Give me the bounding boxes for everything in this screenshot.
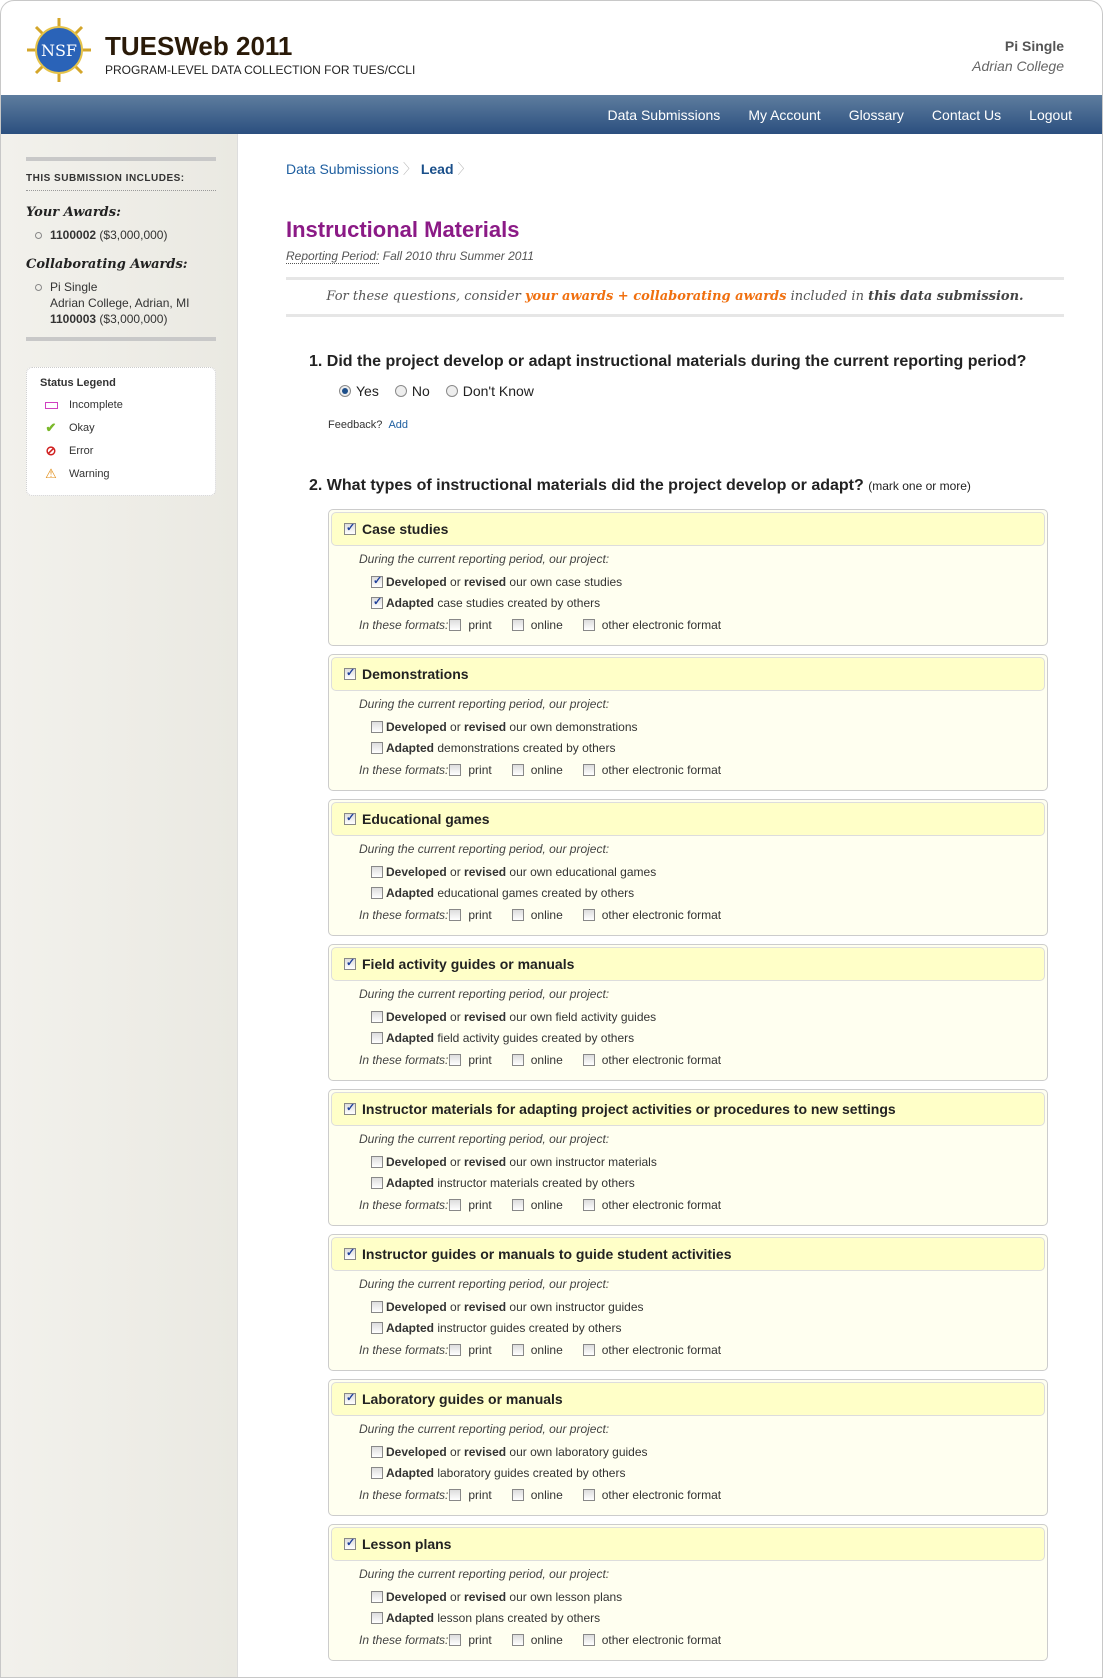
legend-item [40, 416, 202, 439]
feedback-label: Feedback? [328, 419, 383, 431]
format-label: print [468, 618, 492, 632]
opt-text: Adapted [386, 1176, 434, 1190]
radio-label: Yes [356, 383, 379, 399]
formats-row [359, 1343, 1045, 1357]
online-checkbox[interactable] [512, 1344, 524, 1356]
adapted-option[interactable] [371, 1466, 1045, 1480]
opt-text: Developed [386, 1010, 447, 1024]
radio-dont-know[interactable] [446, 383, 534, 399]
opt-text: revised [464, 575, 507, 589]
nav-my-account[interactable]: My Account [748, 106, 821, 123]
developed-checkbox[interactable] [371, 576, 383, 588]
submission-heading: THIS SUBMISSION INCLUDES: [26, 161, 216, 191]
developed-checkbox[interactable] [371, 1591, 383, 1603]
section-title: Field activity guides or manuals [362, 956, 575, 972]
format-label: online [530, 908, 563, 922]
print-checkbox[interactable] [449, 619, 461, 631]
other-format-checkbox[interactable] [583, 764, 595, 776]
opt-text: created by others [541, 886, 635, 900]
opt-noun: case studies [437, 596, 505, 610]
other-format-checkbox[interactable] [583, 1344, 595, 1356]
opt-noun: instructor materials [437, 1176, 539, 1190]
format-other[interactable] [583, 1198, 721, 1212]
opt-text: or [450, 720, 461, 734]
developed-checkbox[interactable] [371, 721, 383, 733]
adapted-option[interactable] [371, 1611, 1045, 1625]
incomplete-icon [40, 397, 62, 412]
developed-checkbox[interactable] [371, 1301, 383, 1313]
material-section [328, 1524, 1048, 1661]
format-label: other electronic format [601, 1053, 722, 1067]
radio-no[interactable] [395, 383, 430, 399]
opt-text: Adapted [386, 1321, 434, 1335]
legend-item [40, 393, 202, 416]
print-checkbox[interactable] [449, 1489, 461, 1501]
format-label: online [530, 1343, 563, 1357]
adapted-checkbox[interactable] [371, 1032, 383, 1044]
opt-text: or [450, 1010, 461, 1024]
adapted-option[interactable] [371, 1321, 1045, 1335]
adapted-option[interactable] [371, 886, 1045, 900]
during-label: During the current reporting period, our project: [359, 697, 610, 711]
section-checkbox[interactable] [344, 1248, 356, 1260]
format-online[interactable] [512, 1053, 563, 1067]
formats-label: In these formats: [359, 1198, 449, 1212]
adapted-checkbox[interactable] [371, 887, 383, 899]
adapted-checkbox[interactable] [371, 1177, 383, 1189]
formats-label: In these formats: [359, 618, 449, 632]
adapted-option[interactable] [371, 1031, 1045, 1045]
formats-label: In these formats: [359, 908, 449, 922]
format-online[interactable] [512, 1633, 563, 1647]
question-1: 1. Did the project develop or adapt instructional materials during the current reporting period? [309, 353, 1027, 370]
section-header [331, 802, 1045, 836]
format-label: print [468, 1343, 492, 1357]
section-title: Educational games [362, 811, 490, 827]
feedback [328, 419, 1064, 431]
opt-text: our own [509, 1445, 553, 1459]
format-print[interactable] [449, 763, 491, 777]
developed-option[interactable] [371, 1010, 1045, 1024]
online-checkbox[interactable] [512, 619, 524, 631]
opt-text: created by others [507, 596, 601, 610]
opt-text: Developed [386, 1590, 447, 1604]
format-label: other electronic format [601, 908, 722, 922]
format-label: print [468, 763, 492, 777]
section-checkbox[interactable] [344, 1538, 356, 1550]
section-header [331, 657, 1045, 691]
opt-text: Adapted [386, 886, 434, 900]
opt-text: Developed [386, 1155, 447, 1169]
formats-row [359, 763, 1045, 777]
format-other[interactable] [583, 908, 721, 922]
opt-text: or [450, 865, 461, 879]
section-header [331, 947, 1045, 981]
header [1, 1, 1102, 95]
format-other[interactable] [583, 763, 721, 777]
reporting-period [286, 249, 1064, 263]
user-name: Pi Single [1004, 38, 1064, 54]
during-label: During the current reporting period, our project: [359, 842, 610, 856]
developed-option[interactable] [371, 865, 1045, 879]
radio-label: Don't Know [462, 383, 534, 399]
opt-text: Adapted [386, 1466, 434, 1480]
opt-text: Adapted [386, 1031, 434, 1045]
opt-noun: field activity guides [437, 1031, 539, 1045]
online-checkbox[interactable] [512, 1489, 524, 1501]
formats-label: In these formats: [359, 1053, 449, 1067]
format-label: other electronic format [601, 1198, 722, 1212]
note-bold: this data submission. [868, 289, 1024, 304]
online-checkbox[interactable] [512, 1199, 524, 1211]
opt-text: our own [509, 720, 553, 734]
opt-noun: demonstrations [437, 741, 520, 755]
formats-row [359, 1633, 1045, 1647]
format-label: print [468, 1488, 492, 1502]
opt-text: revised [464, 865, 507, 879]
format-other[interactable] [583, 1343, 721, 1357]
breadcrumb: Data Submissions 〉 Lead 〉 [286, 161, 472, 177]
other-format-checkbox[interactable] [583, 619, 595, 631]
section-checkbox[interactable] [344, 1393, 356, 1405]
material-section [328, 509, 1048, 646]
developed-option[interactable] [371, 1590, 1045, 1604]
opt-noun: lesson plans [555, 1590, 623, 1604]
formats-row [359, 1198, 1045, 1212]
other-format-checkbox[interactable] [583, 1489, 595, 1501]
adapted-checkbox[interactable] [371, 597, 383, 609]
section-header [331, 1092, 1045, 1126]
print-checkbox[interactable] [449, 1344, 461, 1356]
format-label: print [468, 1633, 492, 1647]
developed-checkbox[interactable] [371, 1446, 383, 1458]
note-text: included in [790, 289, 864, 304]
formats-row [359, 1053, 1045, 1067]
formats-label: In these formats: [359, 1633, 449, 1647]
nav-data-submissions[interactable]: Data Submissions [607, 106, 721, 123]
formats-row [359, 1488, 1045, 1502]
opt-text: Adapted [386, 596, 434, 610]
formats-row [359, 908, 1045, 922]
material-section [328, 1379, 1048, 1516]
material-section [328, 799, 1048, 936]
opt-text: created by others [507, 1611, 601, 1625]
online-checkbox[interactable] [512, 1634, 524, 1646]
other-format-checkbox[interactable] [583, 1634, 595, 1646]
award-amount: ($3,000,000) [99, 312, 168, 326]
other-format-checkbox[interactable] [583, 1054, 595, 1066]
opt-text: or [450, 1300, 461, 1314]
question-2 [309, 477, 1064, 495]
section-checkbox[interactable] [344, 1103, 356, 1115]
opt-text: revised [464, 720, 507, 734]
format-label: online [530, 1488, 563, 1502]
legend-title: Status Legend [40, 377, 116, 389]
opt-noun: case studies [555, 575, 623, 589]
format-label: print [468, 1198, 492, 1212]
section-title: Instructor guides or manuals to guide student activities [362, 1246, 732, 1262]
section-title: Instructor materials for adapting project activities or procedures to new settings [362, 1101, 896, 1117]
format-print[interactable] [449, 1488, 491, 1502]
user-org: Adrian College [972, 58, 1064, 74]
section-checkbox[interactable] [344, 958, 356, 970]
award-id: 1100003 [50, 312, 97, 326]
collab-awards-heading: Collaborating Awards: [26, 257, 188, 272]
note-text: For these questions, consider [326, 289, 521, 304]
sidebar [1, 134, 238, 1677]
format-label: online [530, 1053, 563, 1067]
during-label: During the current reporting period, our project: [359, 1277, 610, 1291]
legend-label: Error [69, 444, 94, 457]
opt-noun: laboratory guides [555, 1445, 648, 1459]
opt-text: revised [464, 1590, 507, 1604]
developed-checkbox[interactable] [371, 1156, 383, 1168]
nsf-logo [27, 18, 91, 82]
opt-text: our own [509, 575, 553, 589]
section-checkbox[interactable] [344, 813, 356, 825]
format-label: other electronic format [601, 618, 722, 632]
legend-label: Incomplete [69, 398, 123, 411]
divider [26, 337, 216, 341]
online-checkbox[interactable] [512, 909, 524, 921]
other-format-checkbox[interactable] [583, 1199, 595, 1211]
during-label: During the current reporting period, our project: [359, 1567, 610, 1581]
section-title: Laboratory guides or manuals [362, 1391, 563, 1407]
opt-text: our own [509, 865, 553, 879]
nav-glossary[interactable]: Glossary [848, 106, 904, 123]
section-header [331, 1527, 1045, 1561]
opt-noun: instructor materials [555, 1155, 657, 1169]
during-label: During the current reporting period, our project: [359, 1132, 610, 1146]
opt-text: our own [509, 1010, 553, 1024]
opt-text: created by others [542, 1176, 635, 1190]
format-label: print [468, 1053, 492, 1067]
opt-text: revised [464, 1010, 507, 1024]
format-label: other electronic format [601, 1488, 722, 1502]
opt-text: created by others [528, 1321, 622, 1335]
period-label: Reporting Period: [286, 249, 380, 263]
format-online[interactable] [512, 618, 563, 632]
status-legend [26, 367, 216, 496]
site-subtitle: PROGRAM-LEVEL DATA COLLECTION FOR TUES/CCLI [105, 63, 416, 77]
format-online[interactable] [512, 1488, 563, 1502]
opt-text: revised [464, 1155, 507, 1169]
section-checkbox[interactable] [344, 668, 356, 680]
section-title: Lesson plans [362, 1536, 452, 1552]
formats-label: In these formats: [359, 763, 449, 777]
adapted-option[interactable] [371, 1176, 1045, 1190]
developed-option[interactable] [371, 1155, 1045, 1169]
q1-radio-group [339, 383, 1064, 399]
check-icon: ✔ [45, 419, 57, 435]
radio-button[interactable] [339, 385, 351, 397]
opt-noun: educational games [437, 886, 539, 900]
during-label: During the current reporting period, our project: [359, 552, 610, 566]
opt-noun: instructor guides [437, 1321, 526, 1335]
adapted-checkbox[interactable] [371, 742, 383, 754]
site-title: TUESWeb 2011 [105, 31, 293, 61]
opt-text: our own [509, 1300, 553, 1314]
opt-text: created by others [541, 1031, 635, 1045]
developed-checkbox[interactable] [371, 866, 383, 878]
formats-row [359, 618, 1045, 632]
breadcrumb-lead[interactable]: Lead [420, 161, 454, 177]
other-format-checkbox[interactable] [583, 909, 595, 921]
opt-text: revised [464, 1445, 507, 1459]
consider-note [286, 277, 1064, 317]
online-checkbox[interactable] [512, 1054, 524, 1066]
collab-pi: Pi Single [50, 280, 98, 294]
award-item [50, 227, 216, 243]
breadcrumb-data-submissions[interactable]: Data Submissions [286, 161, 399, 177]
material-sections [286, 509, 1064, 1661]
section-header [331, 1382, 1045, 1416]
format-print[interactable] [449, 908, 491, 922]
format-online[interactable] [512, 908, 563, 922]
developed-option[interactable] [371, 1445, 1045, 1459]
material-section [328, 1234, 1048, 1371]
radio-yes[interactable] [339, 383, 379, 399]
adapted-checkbox[interactable] [371, 1467, 383, 1479]
print-checkbox[interactable] [449, 764, 461, 776]
format-print[interactable] [449, 1053, 491, 1067]
main-nav [1, 95, 1102, 134]
print-checkbox[interactable] [449, 1634, 461, 1646]
opt-text: Adapted [386, 1611, 434, 1625]
opt-noun: field activity guides [555, 1010, 657, 1024]
your-awards-heading: Your Awards: [26, 205, 121, 220]
format-other[interactable] [583, 1053, 721, 1067]
opt-text: our own [509, 1155, 553, 1169]
page-title: Instructional Materials [286, 217, 520, 242]
adapted-option[interactable] [371, 741, 1045, 755]
format-print[interactable] [449, 1343, 491, 1357]
legend-label: Okay [69, 421, 95, 434]
format-online[interactable] [512, 1198, 563, 1212]
format-other[interactable] [583, 1488, 721, 1502]
format-print[interactable] [449, 1198, 491, 1212]
opt-noun: demonstrations [555, 720, 638, 734]
opt-text: created by others [532, 1466, 626, 1480]
warning-icon: ⚠ [45, 465, 57, 481]
collab-place: Adrian College, Adrian, MI [50, 296, 190, 310]
opt-text: Developed [386, 865, 447, 879]
radio-button[interactable] [395, 385, 407, 397]
format-print[interactable] [449, 618, 491, 632]
print-checkbox[interactable] [449, 909, 461, 921]
legend-item [40, 462, 202, 485]
format-label: other electronic format [601, 1343, 722, 1357]
material-section [328, 654, 1048, 791]
question-text: 2. What types of instructional materials did the project develop or adapt? [309, 477, 864, 494]
section-checkbox[interactable] [344, 523, 356, 535]
format-other[interactable] [583, 1633, 721, 1647]
formats-label: In these formats: [359, 1343, 449, 1357]
nav-contact-us[interactable]: Contact Us [931, 106, 1002, 123]
online-checkbox[interactable] [512, 764, 524, 776]
print-checkbox[interactable] [449, 1199, 461, 1211]
opt-noun: instructor guides [555, 1300, 644, 1314]
developed-option[interactable] [371, 1300, 1045, 1314]
opt-text: or [450, 575, 461, 589]
material-section [328, 944, 1048, 1081]
format-print[interactable] [449, 1633, 491, 1647]
opt-noun: educational games [555, 865, 657, 879]
opt-text: revised [464, 1300, 507, 1314]
adapted-checkbox[interactable] [371, 1322, 383, 1334]
add-feedback-link[interactable]: Add [388, 419, 409, 431]
collab-award-item [50, 279, 216, 327]
opt-text: or [450, 1590, 461, 1604]
during-label: During the current reporting period, our project: [359, 987, 610, 1001]
main-content [286, 134, 1064, 1661]
format-online[interactable] [512, 1343, 563, 1357]
section-title: Demonstrations [362, 666, 469, 682]
developed-checkbox[interactable] [371, 1011, 383, 1023]
section-header [331, 1237, 1045, 1271]
during-label: During the current reporting period, our project: [359, 1422, 610, 1436]
format-label: online [530, 763, 563, 777]
format-online[interactable] [512, 763, 563, 777]
format-label: online [530, 1198, 563, 1212]
opt-text: Developed [386, 1300, 447, 1314]
opt-text: Developed [386, 1445, 447, 1459]
radio-label: No [411, 383, 430, 399]
legend-item [40, 439, 202, 462]
adapted-checkbox[interactable] [371, 1612, 383, 1624]
opt-noun: lesson plans [437, 1611, 505, 1625]
format-label: online [530, 618, 563, 632]
opt-text: created by others [522, 741, 616, 755]
legend-label: Warning [69, 467, 110, 480]
print-checkbox[interactable] [449, 1054, 461, 1066]
format-label: other electronic format [601, 763, 722, 777]
section-header [331, 512, 1045, 546]
opt-text: our own [509, 1590, 553, 1604]
format-label: online [530, 1633, 563, 1647]
note-highlight: your awards + collaborating awards [524, 289, 787, 304]
question-hint: (mark one or more) [868, 479, 971, 493]
material-section [328, 1089, 1048, 1226]
nav-logout[interactable]: Logout [1029, 106, 1072, 123]
format-label: print [468, 908, 492, 922]
format-label: other electronic format [601, 1633, 722, 1647]
award-id: 1100002 [50, 228, 97, 242]
adapted-option[interactable] [371, 596, 1045, 610]
developed-option[interactable] [371, 720, 1045, 734]
radio-button[interactable] [446, 385, 458, 397]
opt-text: or [450, 1445, 461, 1459]
award-amount: ($3,000,000) [99, 228, 168, 242]
opt-text: or [450, 1155, 461, 1169]
opt-text: Adapted [386, 741, 434, 755]
format-other[interactable] [583, 618, 721, 632]
developed-option[interactable] [371, 575, 1045, 589]
opt-text: Developed [386, 575, 447, 589]
formats-label: In these formats: [359, 1488, 449, 1502]
section-title: Case studies [362, 521, 449, 537]
opt-text: Developed [386, 720, 447, 734]
error-icon: ⊘ [45, 442, 57, 458]
period-value: Fall 2010 thru Summer 2011 [382, 249, 534, 263]
opt-noun: laboratory guides [437, 1466, 530, 1480]
svg-text:NSF: NSF [40, 41, 78, 60]
